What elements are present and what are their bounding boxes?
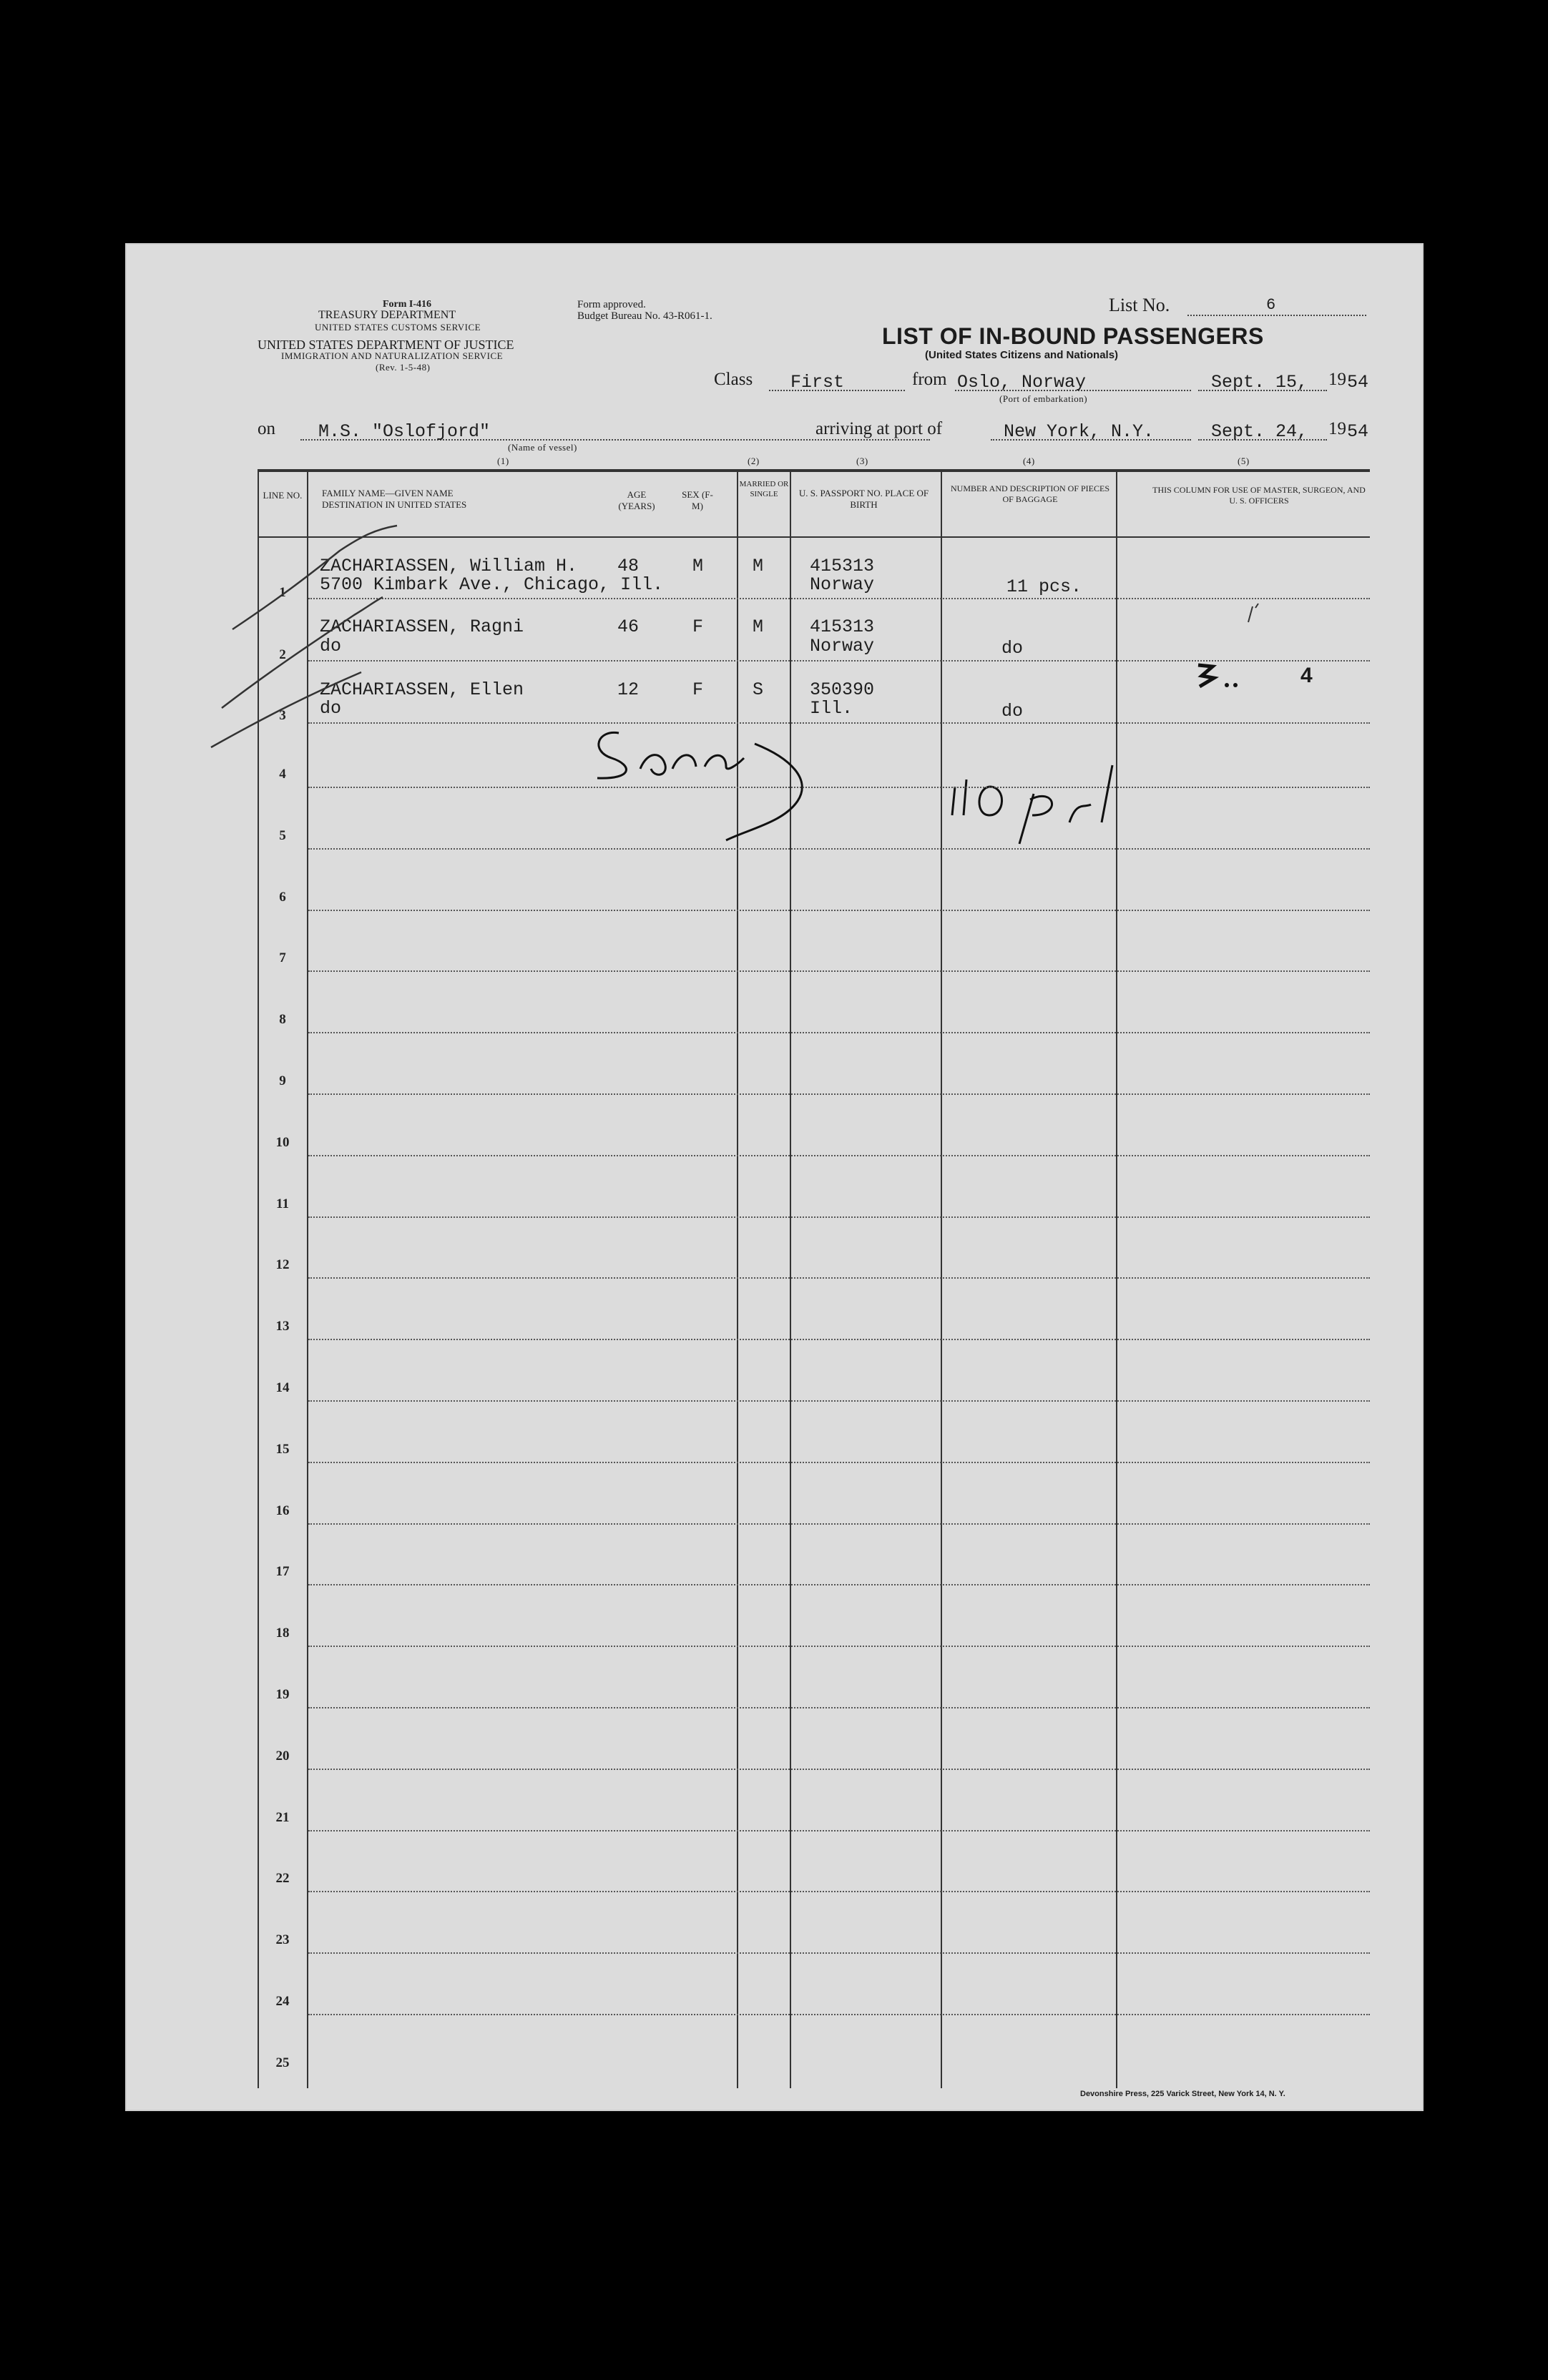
row-number: 2 bbox=[279, 647, 286, 662]
passenger-destination: do bbox=[320, 698, 342, 719]
treasury-department: TREASURY DEPARTMENT bbox=[318, 309, 456, 321]
baggage: 11 pcs. bbox=[1006, 576, 1082, 597]
depart-date: Sept. 15, bbox=[1211, 372, 1308, 393]
header-married: MARRIED OR SINGLE bbox=[739, 480, 789, 498]
col-number-5: (5) bbox=[1238, 456, 1250, 466]
passenger-sex: F bbox=[692, 616, 704, 637]
budget-bureau: Budget Bureau No. 43-R061-1. bbox=[577, 310, 712, 322]
list-no-label: List No. bbox=[1109, 295, 1170, 315]
passport-number: 415313 bbox=[810, 616, 875, 637]
passenger-sex: M bbox=[692, 556, 704, 576]
year-suffix-1: 54 bbox=[1347, 372, 1369, 393]
row-rule bbox=[308, 848, 1370, 850]
row-rule bbox=[308, 970, 1370, 972]
baggage: do bbox=[1001, 701, 1024, 722]
birth-place: Norway bbox=[810, 574, 875, 595]
passport-number: 350390 bbox=[810, 679, 875, 700]
row-number: 24 bbox=[275, 1994, 290, 2009]
row-rule bbox=[308, 1277, 1370, 1279]
row-number: 1 bbox=[279, 585, 286, 600]
row-number: 13 bbox=[275, 1319, 290, 1334]
row-number: 5 bbox=[279, 828, 286, 843]
form-subtitle: (United States Citizens and Nationals) bbox=[925, 349, 1119, 361]
justice-department: UNITED STATES DEPARTMENT OF JUSTICE bbox=[258, 338, 514, 352]
row-number: 23 bbox=[275, 1932, 290, 1947]
passenger-destination: do bbox=[320, 636, 342, 657]
row-rule bbox=[308, 1032, 1370, 1033]
row-rule bbox=[308, 1400, 1370, 1402]
customs-service: UNITED STATES CUSTOMS SERVICE bbox=[315, 322, 481, 333]
passenger-age: 48 bbox=[617, 556, 640, 576]
row-number: 3 bbox=[279, 708, 286, 723]
printer-credit: Devonshire Press, 225 Varick Street, New York 14, N. Y. bbox=[1080, 2090, 1285, 2098]
col-number-2: (2) bbox=[748, 456, 760, 466]
ins-service: IMMIGRATION AND NATURALIZATION SERVICE bbox=[281, 350, 504, 361]
header-name: FAMILY NAME—GIVEN NAME bbox=[322, 488, 454, 498]
arrival-date: Sept. 24, bbox=[1211, 421, 1308, 442]
passenger-married: S bbox=[753, 679, 764, 700]
port-embark-caption: (Port of embarkation) bbox=[999, 393, 1088, 404]
row-number: 9 bbox=[279, 1073, 286, 1088]
row-number: 7 bbox=[279, 950, 286, 965]
class-label: Class bbox=[714, 370, 753, 389]
on-label: on bbox=[258, 419, 275, 438]
row-number: 21 bbox=[275, 1810, 290, 1825]
row-number: 8 bbox=[279, 1012, 286, 1027]
header-sex: SEX (F-M) bbox=[682, 489, 713, 511]
arrival-port: New York, N.Y. bbox=[1004, 421, 1155, 442]
row-rule bbox=[308, 787, 1370, 788]
row-rule bbox=[308, 1707, 1370, 1708]
header-destination: DESTINATION IN UNITED STATES bbox=[322, 499, 467, 510]
row-rule bbox=[308, 1339, 1370, 1340]
row-number: 12 bbox=[275, 1257, 290, 1272]
row-number: 17 bbox=[275, 1564, 290, 1579]
row-rule bbox=[308, 1646, 1370, 1647]
from-value: Oslo, Norway bbox=[957, 372, 1087, 393]
row-rule bbox=[308, 1952, 1370, 1954]
row-rule bbox=[308, 1093, 1370, 1095]
form-sheet bbox=[125, 243, 1424, 2111]
row-rule bbox=[308, 910, 1370, 911]
passenger-name: ZACHARIASSEN, Ragni bbox=[320, 616, 524, 637]
passenger-sex: F bbox=[692, 679, 704, 700]
header-passport: U. S. PASSPORT NO. PLACE OF BIRTH bbox=[798, 488, 929, 510]
header-baggage: NUMBER AND DESCRIPTION OF PIECES OF BAGGAGE bbox=[950, 483, 1110, 504]
row-number: 15 bbox=[275, 1442, 290, 1457]
form-title: LIST OF IN-BOUND PASSENGERS bbox=[882, 323, 1264, 349]
birth-place: Norway bbox=[810, 636, 875, 657]
class-value: First bbox=[790, 372, 845, 393]
passenger-age: 46 bbox=[617, 616, 640, 637]
row-rule bbox=[308, 1891, 1370, 1892]
col-number-3: (3) bbox=[856, 456, 868, 466]
row-number: 25 bbox=[275, 2055, 290, 2070]
passenger-destination: 5700 Kimbark Ave., Chicago, Ill. bbox=[320, 574, 664, 595]
handwritten-signature-1 bbox=[583, 715, 855, 844]
row-rule bbox=[308, 1584, 1370, 1585]
birth-place: Ill. bbox=[810, 698, 853, 719]
handwritten-signature-2 bbox=[941, 744, 1177, 851]
row-number: 6 bbox=[279, 890, 286, 905]
row-rule bbox=[308, 2014, 1370, 2015]
row-number: 20 bbox=[275, 1749, 290, 1764]
header-age: AGE (YEARS) bbox=[618, 489, 655, 511]
row-rule bbox=[308, 1523, 1370, 1525]
row-number: 14 bbox=[275, 1380, 290, 1395]
year-prefix-2: 19 bbox=[1328, 419, 1346, 438]
row-number: 10 bbox=[275, 1135, 290, 1150]
revision-date: (Rev. 1-5-48) bbox=[376, 362, 431, 373]
passport-number: 415313 bbox=[810, 556, 875, 576]
passenger-name: ZACHARIASSEN, Ellen bbox=[320, 679, 524, 700]
col-number-1: (1) bbox=[497, 456, 509, 466]
row-rule bbox=[308, 1216, 1370, 1218]
row-number: 11 bbox=[276, 1196, 289, 1211]
passenger-age: 12 bbox=[617, 679, 640, 700]
year-prefix-1: 19 bbox=[1328, 370, 1346, 389]
row-number: 4 bbox=[279, 767, 286, 782]
vessel-name: M.S. "Oslofjord" bbox=[318, 421, 491, 442]
baggage: do bbox=[1001, 638, 1024, 659]
row-number: 18 bbox=[275, 1626, 290, 1641]
passenger-married: M bbox=[753, 616, 764, 637]
row-rule bbox=[308, 1462, 1370, 1463]
row-rule bbox=[308, 1830, 1370, 1831]
row-number: 16 bbox=[275, 1503, 290, 1518]
passenger-name: ZACHARIASSEN, William H. bbox=[320, 556, 578, 576]
year-suffix-2: 54 bbox=[1347, 421, 1369, 442]
vessel-caption: (Name of vessel) bbox=[508, 442, 577, 453]
form-approved: Form approved. bbox=[577, 299, 646, 310]
form-number: Form I-416 bbox=[383, 299, 432, 310]
arriving-label: arriving at port of bbox=[815, 419, 943, 438]
officer-mark: 4 bbox=[1300, 664, 1313, 687]
row-number: 22 bbox=[275, 1871, 290, 1886]
list-no-value: 6 bbox=[1266, 296, 1276, 314]
row-rule bbox=[308, 1769, 1370, 1770]
row-number: 19 bbox=[275, 1687, 290, 1702]
header-line-no: LINE NO. bbox=[263, 490, 303, 501]
col-number-4: (4) bbox=[1023, 456, 1035, 466]
row-rule bbox=[308, 1155, 1370, 1156]
from-label: from bbox=[912, 370, 947, 389]
header-officers: THIS COLUMN FOR USE OF MASTER, SURGEON, AND U. S. OFFICERS bbox=[1152, 485, 1366, 506]
passenger-married: M bbox=[753, 556, 764, 576]
